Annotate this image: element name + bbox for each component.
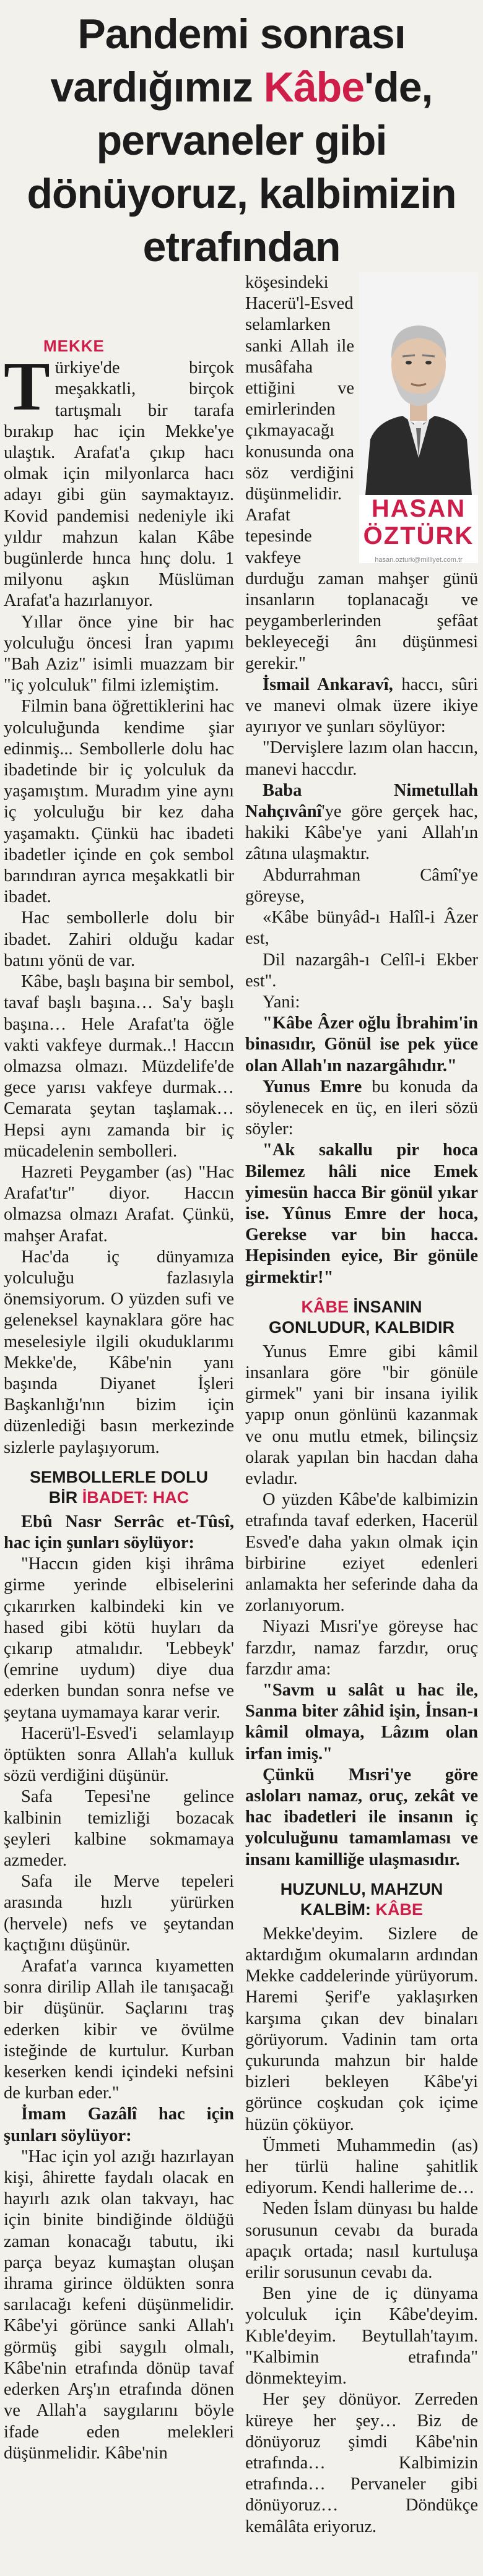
headline-kabe: Kâbe xyxy=(263,64,365,111)
dropcap: T xyxy=(4,348,50,426)
paragraph: Kâbe, başlı başına bir sembol, tavaf başlı başına… Sa'y başlı başına… Hele Arafat'ta öğle vakti vakfeye durmak..! Haccın olmazsa olmazı. Müzdelife'de gece yarısı vakfeye durmak… Cemarata şeytan taşlamak… Hepsi aynı zamanda bir iç mücadelenin sembolleri. xyxy=(4,972,234,1161)
subhead-part: İNSANIN xyxy=(349,1297,422,1316)
headline-line-2-a: vardığımız xyxy=(50,64,264,111)
paragraph: Dil nazargâh-ı Celîl-i Ekber est". xyxy=(245,950,478,991)
paragraph: Ebû Nasr Serrâc et-Tûsî, hac için şunları söylüyor: xyxy=(4,1512,234,1553)
paragraph: Arafat'a varınca kıyametten sonra dirilip Allah ile tanışacağı bir düşünür. Saçlarını traş ederken kibir ve övülme isteğinde de kurtulur. Kurban keserken kendi içindeki nefsini de kurban eder." xyxy=(4,1957,234,2103)
subhead-line-2: GONLUDUR, KALBIDIR xyxy=(269,1317,455,1337)
subhead-line-1: SEMBOLLERLE DOLU xyxy=(30,1467,208,1486)
poem-quote: "Ak sakallu pir hoca Bilemez hâli nice Emek yimesün hacca Bir gönül yıkar ise. Yûnus Emre der hoca, Gerekse var bin hacca. Hepisinden eyice, Bir gönüle girmektir!" xyxy=(245,1140,478,1287)
subhead-line-1 xyxy=(245,1297,478,1317)
column-2 xyxy=(245,272,478,2538)
paragraph: Abdurrahman Câmî'ye göreyse, xyxy=(245,865,478,906)
intro-paragraph: ürkiye'de birçok meşakkatli, birçok tartışmalı bir tarafa bırakıp hac için Mekke'ye ulaştık. Arafat'a çıkıp hacı olmak için milyonlarca hacı adayı gibi gün saymaktayız. Kovid pandemisi nedeniyle iki yıldır mahzun kalan Kâbe bugünlerde hınca hınç dolu. 1 milyonu aşkın Müslüman Arafat'a hazırlanıyor. xyxy=(4,358,234,611)
name-yunus-emre: Yunus Emre xyxy=(263,1077,362,1096)
paragraph: "Haccın giden kişi ihrâma girme yerinde elbiselerini çıkarırken kalbindeki kin ve hased gibi kötü huyları da çıkarıp atmalıdır. 'Lebbeyk' (emrine uydum) diye dua ederken bundan sonra nefse ve şeytana uymamaya karar verir. xyxy=(4,1554,234,1722)
subhead-kabe-insanin xyxy=(245,1297,478,1338)
paragraph: Hazreti Peygamber (as) "Hac Arafat'tır" diyor. Haccın olmazsa olmazı Arafat. Çünkü, mahşer Arafat. xyxy=(4,1162,234,1246)
paragraph: Ümmeti Muhammedin (as) her türlü haline şahitlik ediyorum. Kendi hallerime de… xyxy=(245,2135,478,2198)
paragraph: Yunus Emre gibi kâmil insanlara göre "bir gönüle girmek" yani bir insana iyilik yapıp onun gönlünü kazanmak ve onu mutlu etmek, bilinçsiz olarak yapılan bin hacdan daha evladır. xyxy=(245,1342,478,1488)
author-photo xyxy=(359,272,478,563)
headline xyxy=(25,7,458,274)
paragraph xyxy=(245,674,478,738)
column-1 xyxy=(4,335,234,2464)
paragraph: Neden İslam dünyası bu halde sorusunun cevabı da burada apaçık ortada; nasıl kurtuluşa erilir sorusunun cevabı da. xyxy=(245,2199,478,2283)
paragraph: Safa Tepesi'ne gelince kalbinin temizliği bozacak şeyleri kalbine sokmamaya azmeder. xyxy=(4,1787,234,1871)
paragraph: Hac'da iç dünyamıza yolculuğu fazlasıyla önemsiyorum. O yüzden sufi ve geleneksel kaynaklara göre hac meselesiyle ilgili okuduklarımı Mekke'de, Kâbe'nin yanı başında Diyanet İşleri Başkanlığı'nın bizim için düzenlediği basın merkezinde sizlerle paylaşıyorum. xyxy=(4,1247,234,1457)
paragraph: Ben yine de iç dünyama yolculuk için Kâbe'deyim. Kıble'deyim. Beytullah'tayım. "Kalbimin etrafında" dönmekteyim. xyxy=(245,2284,478,2389)
paragraph: O yüzden Kâbe'de kalbimizin etrafında tavaf ederken, Hacerül Esved'e daha yakın olmak için birbirine eziyet edenleri anlamakta her seferinde daha da zorlanıyorum. xyxy=(245,1490,478,1616)
paragraph: "Hac için yol azığı hazırlayan kişi, âhirette faydalı olacak en hayırlı azık olan takvayı, hac için binite bindiğinde öldüğü zaman konacağı tabutu, iki parça beyaz kumaştan oluşan ihrama girince öldükten sonra sarılacağı kefeni düşünmelidir. Kâbe'yi görünce sanki Allah'ı görmüş gibi saygılı olmalı, Kâbe'nin etrafında dönüp tavaf ederken Arş'ın etrafında dönen ve Allah'a saygılarını böyle ifade eden melekleri düşünmelidir. Kâbe'nin xyxy=(4,2147,234,2463)
headline-line-1: Pandemi sonrası xyxy=(77,11,406,58)
paragraph: Safa ile Merve tepeleri arasında hızlı yürürken (hervele) nefs ve şeytandan kaçtığını düşünür. xyxy=(4,1872,234,1955)
paragraph: Hac sembollerle dolu bir ibadet. Zahiri olduğu kadar batını yönü de var. xyxy=(4,908,234,970)
headline-line-3: pervaneler gibi xyxy=(96,117,387,164)
paragraph-rest: haccı, sûri ve manevi olmak üzere ikiye ayırıyor ve şunları söylüyor: xyxy=(245,674,478,737)
subhead-sembollerle xyxy=(4,1467,234,1508)
paragraph: "Dervişlere lazım olan haccın, manevi haccdır. xyxy=(245,738,478,779)
subhead-line-1: HUZUNLU, MAHZUN xyxy=(280,1879,443,1898)
subhead-highlight: KÂBE xyxy=(301,1297,349,1316)
paragraph: Yıllar önce yine bir hac yolculuğu öncesi İran yapımı "Bah Aziz" isimli muazzam bir "iç yolculuk" filmi izlemiştim. xyxy=(4,612,234,696)
paragraph xyxy=(245,780,478,865)
paragraph-rest: bu konuda da söylenecek en üç, en ileri sözü söyler: xyxy=(245,1077,478,1139)
paragraph-rest: 'ye göre gerçek hac, hakiki Kâbe'ye yani Allah'ın zâtına ulaşmaktır. xyxy=(245,802,478,864)
paragraph: Mekke'deyim. Sizlere de aktardığım okumaların ardından Mekke caddelerinde yürüyorum. Haremi Şerif'e yaklaşırken karşıma çıkan dev binaları görüyorum. Vadinin tam orta çukurunda mahzun bir halde bizleri bekleyen Kâbe'yi görünce coşkudan çok içime hüzün çöküyor. xyxy=(245,1924,478,2134)
paragraph: köşesindeki Hacerü'l-Esved selamlarken sanki Allah ile musâfaha ettiğini ve emirlerinden çıkmayacağı konusunda ona söz verdiğini düşünmelidir. Arafat tepesinde vakfeye durduğu zaman mahşer günü insanların toplanacağı ve peygamberlerinden şefâat bekleyeceği ânı düşünmesi gerekir." xyxy=(245,273,478,673)
portrait-image xyxy=(359,272,478,495)
subhead-highlight: İBADET: HAC xyxy=(82,1488,189,1507)
name-nahcivani: Baba Nimetullah Nahçıvânî xyxy=(245,780,478,822)
author-email: hasan.ozturk@milliyet.com.tr xyxy=(375,556,463,564)
headline-line-2 xyxy=(25,61,458,114)
paragraph: «Kâbe bünyâd-ı Halîl-i Âzer est, xyxy=(245,908,478,949)
paragraph: Niyazi Mısri'ye göreyse hac farzdır, namaz farzdır, oruç farzdır ama: xyxy=(245,1617,478,1679)
quote: "Kâbe Âzer oğlu İbrahim'in binasıdır, Gönül ise pek yüce olan Allah'ın nazargâhıdır." xyxy=(245,1014,478,1075)
headline-line-2-b: 'de, xyxy=(364,64,433,111)
author-byline xyxy=(359,495,478,563)
headline-line-5: etrafından xyxy=(142,223,341,270)
dateline: MEKKE xyxy=(43,337,105,355)
paragraph: Her şey dönüyor. Zerreden küreye her şey… Biz de dönüyoruz şimdi Kâbe'nin etrafında… Kalbimizin etrafında… Pervaneler gibi dönüyoruz… Döndükçe kemâlâta eriyoruz. xyxy=(245,2390,478,2536)
paragraph xyxy=(245,1077,478,1140)
paragraph: Yani: xyxy=(263,992,300,1012)
poem-quote: "Savm u salât u hac ile, Sanma biter zâhid işin, İnsan-ı kâmil olmaya, Lâzım olan irfan imiş." xyxy=(245,1681,478,1764)
paragraph: Hacerü'l-Esved'i selamlayıp öptükten sonra Allah'a kulluk sözü verdiğini düşünür. xyxy=(4,1723,234,1786)
name-ankaravi: İsmail Ankaravî, xyxy=(263,674,393,694)
subhead-line-2 xyxy=(4,1488,234,1508)
subhead-part: BİR xyxy=(48,1488,82,1507)
subhead-huzunlu xyxy=(245,1879,478,1920)
author-last-name: ÖZTÜRK xyxy=(363,522,474,549)
subhead-line-2 xyxy=(245,1900,478,1920)
paragraph: İmam Gazâlî hac için şunları söylüyor: xyxy=(4,2104,234,2145)
paragraph: Filmin bana öğrettiklerini hac yolculuğunda kendime şiar edinmiş... Sembollerle dolu hac ibadetinde bir iç yolculuk da yaşamıştım. Muradım yine aynı iç yolculuğu bir kez daha yaşamaktı. Çünkü hac ibadeti ibadetler içinde en çok sembol barındıran ayrıca meşakkatli bir ibadet. xyxy=(4,697,234,907)
paragraph: Çünkü Mısri'ye göre asloları namaz, oruç, zekât ve hac ibadetleri ile insanın iç yolculuğunu tamamlaması ve insanı kamilliğe ulaşmasıdır. xyxy=(245,1765,478,1869)
headline-line-4: dönüyoruz, kalbimizin xyxy=(27,170,456,217)
subhead-part: KALBİM: xyxy=(300,1900,376,1919)
subhead-highlight: KÂBE xyxy=(375,1900,423,1919)
author-first-name: HASAN xyxy=(371,495,466,522)
